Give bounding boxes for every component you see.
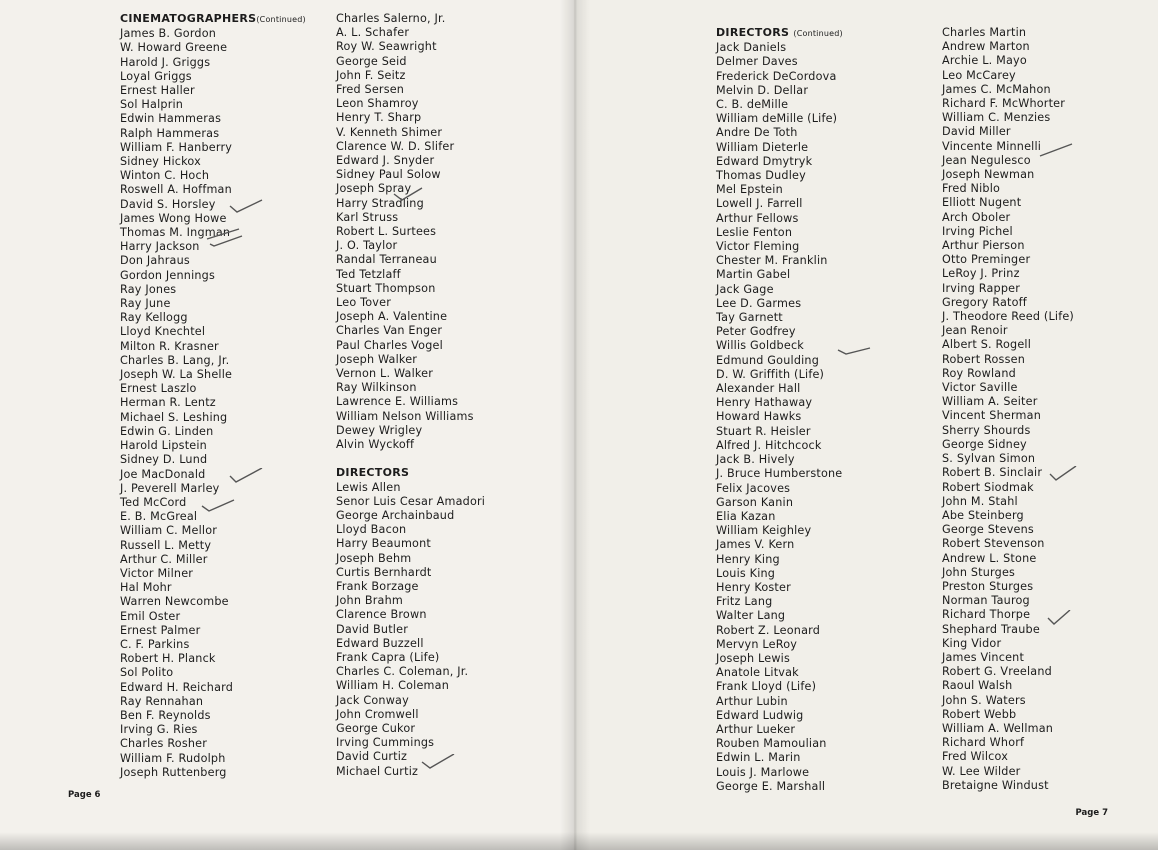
name-entry: Clarence Brown (336, 608, 427, 622)
name-entry: Clarence W. D. Slifer (336, 139, 455, 153)
cinematographers-list-cont (336, 12, 485, 452)
name-entry: Fritz Lang (716, 595, 773, 609)
name-entry: Frank Lloyd (Life) (716, 680, 817, 694)
check-mark-icon (228, 198, 264, 214)
name-entry: J. O. Taylor (336, 239, 398, 253)
name-entry: Arthur Lueker (716, 722, 796, 736)
name-entry: Charles Salerno, Jr. (336, 12, 446, 25)
name-entry: George Seid (336, 54, 407, 68)
name-entry: Hal Mohr (120, 581, 172, 595)
name-entry: Thomas Dudley (716, 169, 806, 183)
page-number-left: Page 6 (68, 790, 101, 800)
name-entry: V. Kenneth Shimer (336, 125, 443, 139)
name-entry: Leon Shamroy (336, 97, 419, 111)
name-entry: Anatole Litvak (716, 666, 799, 680)
name-entry: Preston Sturges (942, 579, 1034, 593)
name-entry: Alexander Hall (716, 382, 801, 396)
name-entry: Andre De Toth (716, 126, 798, 140)
name-entry: Elliott Nugent (942, 196, 1022, 210)
name-entry: Edmund Goulding (716, 353, 820, 367)
name-entry: Edward Ludwig (716, 708, 804, 722)
name-entry: Joseph Walker (336, 352, 418, 366)
name-entry: Willis Goldbeck (716, 339, 804, 353)
name-entry: Richard Thorpe (942, 608, 1031, 622)
name-entry: Garson Kanin (716, 495, 794, 509)
name-entry: Randal Terraneau (336, 253, 437, 267)
left-column-1 (120, 12, 306, 780)
page-number-right: Page 7 (1075, 808, 1108, 818)
name-entry: Sidney Paul Solow (336, 168, 441, 182)
name-entry: Henry T. Sharp (336, 111, 422, 125)
name-entry: Ray June (120, 297, 171, 311)
name-entry: C. B. deMille (716, 98, 789, 112)
name-entry: W. Lee Wilder (942, 764, 1021, 778)
name-entry: John M. Stahl (942, 494, 1018, 508)
directors-list-right-1 (716, 41, 843, 794)
name-entry: Loyal Griggs (120, 69, 192, 83)
name-entry: Tay Garnett (716, 311, 783, 325)
name-entry: Edwin L. Marin (716, 751, 801, 765)
name-entry: Joseph Lewis (716, 651, 791, 665)
name-entry: Alvin Wyckoff (336, 438, 415, 452)
name-entry: Abe Steinberg (942, 508, 1024, 522)
name-entry: Arthur C. Miller (120, 552, 208, 566)
name-entry: Lloyd Knechtel (120, 325, 206, 339)
left-column-2 (336, 12, 485, 779)
name-entry: Ernest Palmer (120, 623, 201, 637)
name-entry: Victor Milner (120, 566, 194, 580)
name-entry: Felix Jacoves (716, 481, 791, 495)
name-entry: Sol Polito (120, 666, 174, 680)
name-entry: Vernon L. Walker (336, 367, 434, 381)
name-entry: Walter Lang (716, 609, 786, 623)
name-entry: Edward J. Snyder (336, 154, 435, 168)
name-entry: George Stevens (942, 523, 1034, 537)
name-entry: David Miller (942, 125, 1011, 139)
name-entry: Richard F. McWhorter (942, 97, 1066, 111)
name-entry: Harry Stradling (336, 196, 424, 210)
name-entry: Joseph Behm (336, 551, 412, 565)
name-entry: Harold Lipstein (120, 439, 207, 453)
name-entry: Sherry Shourds (942, 423, 1031, 437)
name-entry: George Sidney (942, 437, 1027, 451)
name-entry: Raoul Walsh (942, 679, 1013, 693)
check-mark-icon (420, 754, 456, 770)
name-entry: Joseph Spray (336, 182, 412, 196)
name-entry: Curtis Bernhardt (336, 565, 432, 579)
name-entry: Charles Rosher (120, 737, 208, 751)
name-entry: Edward Dmytryk (716, 154, 813, 168)
name-entry: William C. Mellor (120, 524, 218, 538)
name-entry: Frank Borzage (336, 579, 419, 593)
name-entry: Karl Struss (336, 210, 399, 224)
name-entry: William Keighley (716, 524, 812, 538)
name-entry: James B. Gordon (120, 27, 217, 41)
name-entry: William F. Rudolph (120, 751, 226, 765)
check-mark-icon (208, 234, 244, 250)
name-entry: Robert Siodmak (942, 480, 1034, 494)
name-entry: Delmer Daves (716, 55, 798, 69)
name-entry: Roy Rowland (942, 366, 1016, 380)
name-entry: Bretaigne Windust (942, 778, 1049, 792)
bottom-shadow (0, 832, 1158, 850)
cinematographers-heading: CINEMATOGRAPHERS(Continued) (120, 12, 306, 25)
name-entry: Louis King (716, 566, 776, 580)
name-entry: King Vidor (942, 636, 1002, 650)
book-gutter (560, 0, 590, 850)
name-entry: Dewey Wrigley (336, 423, 423, 437)
name-entry: Mel Epstein (716, 183, 783, 197)
name-entry: Sidney Hickox (120, 155, 201, 169)
name-entry: Stuart R. Heisler (716, 424, 811, 438)
check-mark-icon (228, 468, 264, 484)
name-entry: Thomas M. Ingman (120, 226, 231, 240)
name-entry: William deMille (Life) (716, 112, 838, 126)
name-entry: Gregory Ratoff (942, 295, 1027, 309)
name-entry: Jean Negulesco (942, 153, 1031, 167)
name-entry: William Nelson Williams (336, 409, 474, 423)
name-entry: Henry Koster (716, 580, 791, 594)
name-entry: Arthur Lubin (716, 694, 788, 708)
name-entry: Vincent Sherman (942, 409, 1041, 423)
name-entry: Robert H. Planck (120, 652, 216, 666)
check-mark-icon (1038, 142, 1074, 158)
name-entry: Michael S. Leshing (120, 410, 228, 424)
name-entry: Ray Rennahan (120, 694, 204, 708)
name-entry: J. Bruce Humberstone (716, 467, 843, 481)
name-entry: Edward Buzzell (336, 636, 424, 650)
name-entry: William F. Hanberry (120, 140, 233, 154)
name-entry: Ernest Laszlo (120, 382, 197, 396)
name-entry: Paul Charles Vogel (336, 338, 443, 352)
name-entry: J. Peverell Marley (120, 481, 220, 495)
name-entry: Senor Luis Cesar Amadori (336, 494, 486, 508)
name-entry: David S. Horsley (120, 197, 216, 211)
name-entry: Henry Hathaway (716, 396, 813, 410)
name-entry: Melvin D. Dellar (716, 83, 809, 97)
name-entry: George E. Marshall (716, 779, 826, 793)
name-entry: James Vincent (942, 650, 1025, 664)
name-entry: John Cromwell (336, 707, 419, 721)
name-entry: Ted Tetzlaff (336, 267, 401, 281)
cinematographers-list (120, 27, 306, 780)
name-entry: W. Howard Greene (120, 41, 228, 55)
name-entry: Ralph Hammeras (120, 126, 220, 140)
name-entry: Albert S. Rogell (942, 338, 1032, 352)
check-mark-icon (392, 186, 428, 202)
name-entry: C. F. Parkins (120, 637, 190, 651)
name-entry: William A. Seiter (942, 395, 1038, 409)
name-entry: Roswell A. Hoffman (120, 183, 232, 197)
name-entry: Norman Taurog (942, 594, 1030, 608)
name-entry: Lawrence E. Williams (336, 395, 459, 409)
name-entry: Lowell J. Farrell (716, 197, 803, 211)
name-entry: Vincente Minnelli (942, 139, 1042, 153)
name-entry: Michael Curtiz (336, 764, 419, 778)
name-entry: Charles Martin (942, 26, 1027, 39)
name-entry: John F. Seitz (336, 68, 406, 82)
name-entry: Fred Wilcox (942, 750, 1009, 764)
name-entry: Frederick DeCordova (716, 69, 837, 83)
name-entry: John Sturges (942, 565, 1016, 579)
name-entry: Ray Jones (120, 282, 177, 296)
name-entry: D. W. Griffith (Life) (716, 367, 825, 381)
name-entry: Andrew Marton (942, 40, 1030, 54)
name-entry: George Archainbaud (336, 508, 455, 522)
name-entry: Elia Kazan (716, 509, 776, 523)
name-entry: Lloyd Bacon (336, 523, 407, 537)
name-entry: Ray Kellogg (120, 311, 188, 325)
name-entry: Irving G. Ries (120, 723, 198, 737)
name-entry: Robert Z. Leonard (716, 623, 821, 637)
name-entry: J. Theodore Reed (Life) (942, 310, 1074, 324)
name-entry: Gordon Jennings (120, 268, 216, 282)
name-entry: Charles B. Lang, Jr. (120, 353, 230, 367)
name-entry: Irving Pichel (942, 224, 1013, 238)
name-entry: Sidney D. Lund (120, 453, 208, 467)
name-entry: Winton C. Hoch (120, 169, 210, 183)
name-entry: Archie L. Mayo (942, 54, 1027, 68)
name-entry: Robert G. Vreeland (942, 665, 1052, 679)
name-entry: Alfred J. Hitchcock (716, 438, 822, 452)
name-entry: Edwin Hammeras (120, 112, 222, 126)
name-entry: David Butler (336, 622, 408, 636)
name-entry: Emil Oster (120, 609, 181, 623)
check-mark-icon (200, 498, 236, 514)
name-entry: Joseph W. La Shelle (120, 368, 233, 382)
name-entry: Don Jahraus (120, 254, 190, 268)
name-entry: Sol Halprin (120, 98, 184, 112)
name-entry: Irving Cummings (336, 736, 435, 750)
name-entry: Ben F. Reynolds (120, 708, 211, 722)
name-entry: Herman R. Lentz (120, 396, 216, 410)
name-entry: Leo McCarey (942, 68, 1016, 82)
name-entry: Harold J. Griggs (120, 55, 211, 69)
name-entry: Fred Sersen (336, 83, 405, 97)
name-entry: Jack B. Hively (716, 453, 795, 467)
name-entry: John Brahm (336, 594, 403, 608)
name-entry: James Wong Howe (120, 211, 227, 225)
name-entry: James V. Kern (716, 538, 795, 552)
check-mark-icon (836, 344, 872, 360)
name-entry: Lewis Allen (336, 480, 401, 494)
name-entry: Russell L. Metty (120, 538, 212, 552)
name-entry: E. B. McGreal (120, 510, 198, 524)
name-entry: Harry Jackson (120, 240, 200, 254)
name-entry: Charles Van Enger (336, 324, 443, 338)
name-entry: William Dieterle (716, 140, 809, 154)
name-entry: Richard Whorf (942, 736, 1025, 750)
name-entry: Irving Rapper (942, 281, 1021, 295)
name-entry: Louis J. Marlowe (716, 765, 810, 779)
name-entry: Chester M. Franklin (716, 254, 828, 268)
name-entry: Ray Wilkinson (336, 381, 417, 395)
left-page (0, 0, 574, 850)
name-entry: Jean Renoir (942, 324, 1008, 338)
name-entry: Victor Fleming (716, 240, 800, 254)
name-entry: Joe MacDonald (120, 467, 206, 481)
name-entry: Rouben Mamoulian (716, 737, 827, 751)
name-entry: S. Sylvan Simon (942, 452, 1036, 466)
directors-list (336, 481, 485, 779)
name-entry: James C. McMahon (942, 82, 1051, 96)
name-entry: Leo Tover (336, 296, 391, 310)
name-entry: Otto Preminger (942, 253, 1031, 267)
name-entry: Robert Rossen (942, 352, 1025, 366)
name-entry: Fred Niblo (942, 182, 1001, 196)
name-entry: Robert Webb (942, 707, 1017, 721)
directors-continued-heading: DIRECTORS (Continued) (716, 26, 843, 39)
name-entry: Henry King (716, 552, 780, 566)
name-entry: Robert B. Sinclair (942, 466, 1043, 480)
name-entry: Charles C. Coleman, Jr. (336, 665, 469, 679)
name-entry: Victor Saville (942, 381, 1018, 395)
right-column-1 (716, 26, 843, 794)
name-entry: Joseph Newman (942, 168, 1035, 182)
name-entry: Jack Daniels (716, 41, 787, 55)
check-mark-icon (1046, 610, 1082, 626)
name-entry: Stuart Thompson (336, 281, 436, 295)
name-entry: Frank Capra (Life) (336, 650, 440, 664)
name-entry: LeRoy J. Prinz (942, 267, 1020, 281)
name-entry: John S. Waters (942, 693, 1026, 707)
name-entry: Robert Stevenson (942, 537, 1045, 551)
name-entry: Arthur Fellows (716, 211, 799, 225)
name-entry: Jack Conway (336, 693, 409, 707)
right-page (574, 0, 1158, 850)
name-entry: Shephard Traube (942, 622, 1040, 636)
name-entry: Lee D. Garmes (716, 296, 802, 310)
name-entry: Arthur Pierson (942, 239, 1025, 253)
name-entry: William A. Wellman (942, 721, 1054, 735)
name-entry: Peter Godfrey (716, 325, 796, 339)
name-entry: Joseph Ruttenberg (120, 765, 227, 779)
name-entry: Howard Hawks (716, 410, 802, 424)
name-entry: Jack Gage (716, 282, 774, 296)
name-entry: Joseph A. Valentine (336, 310, 448, 324)
directors-heading: DIRECTORS (336, 466, 410, 480)
name-entry: William C. Menzies (942, 111, 1051, 125)
name-entry: Andrew L. Stone (942, 551, 1037, 565)
name-entry: Leslie Fenton (716, 225, 793, 239)
name-entry: Ernest Haller (120, 84, 195, 98)
name-entry: Roy W. Seawright (336, 40, 437, 54)
name-entry: Milton R. Krasner (120, 339, 219, 353)
check-mark-icon (1048, 466, 1084, 482)
name-entry: Ted McCord (120, 495, 187, 509)
name-entry: Harry Beaumont (336, 537, 431, 551)
name-entry: David Curtiz (336, 750, 408, 764)
name-entry: Martin Gabel (716, 268, 791, 282)
name-entry: George Cukor (336, 721, 416, 735)
name-entry: Warren Newcombe (120, 595, 229, 609)
name-entry: Mervyn LeRoy (716, 637, 798, 651)
name-entry: Edwin G. Linden (120, 424, 214, 438)
name-entry: William H. Coleman (336, 679, 449, 693)
name-entry: A. L. Schafer (336, 26, 410, 40)
name-entry: Robert L. Surtees (336, 225, 437, 239)
name-entry: Edward H. Reichard (120, 680, 234, 694)
name-entry: Arch Oboler (942, 210, 1011, 224)
